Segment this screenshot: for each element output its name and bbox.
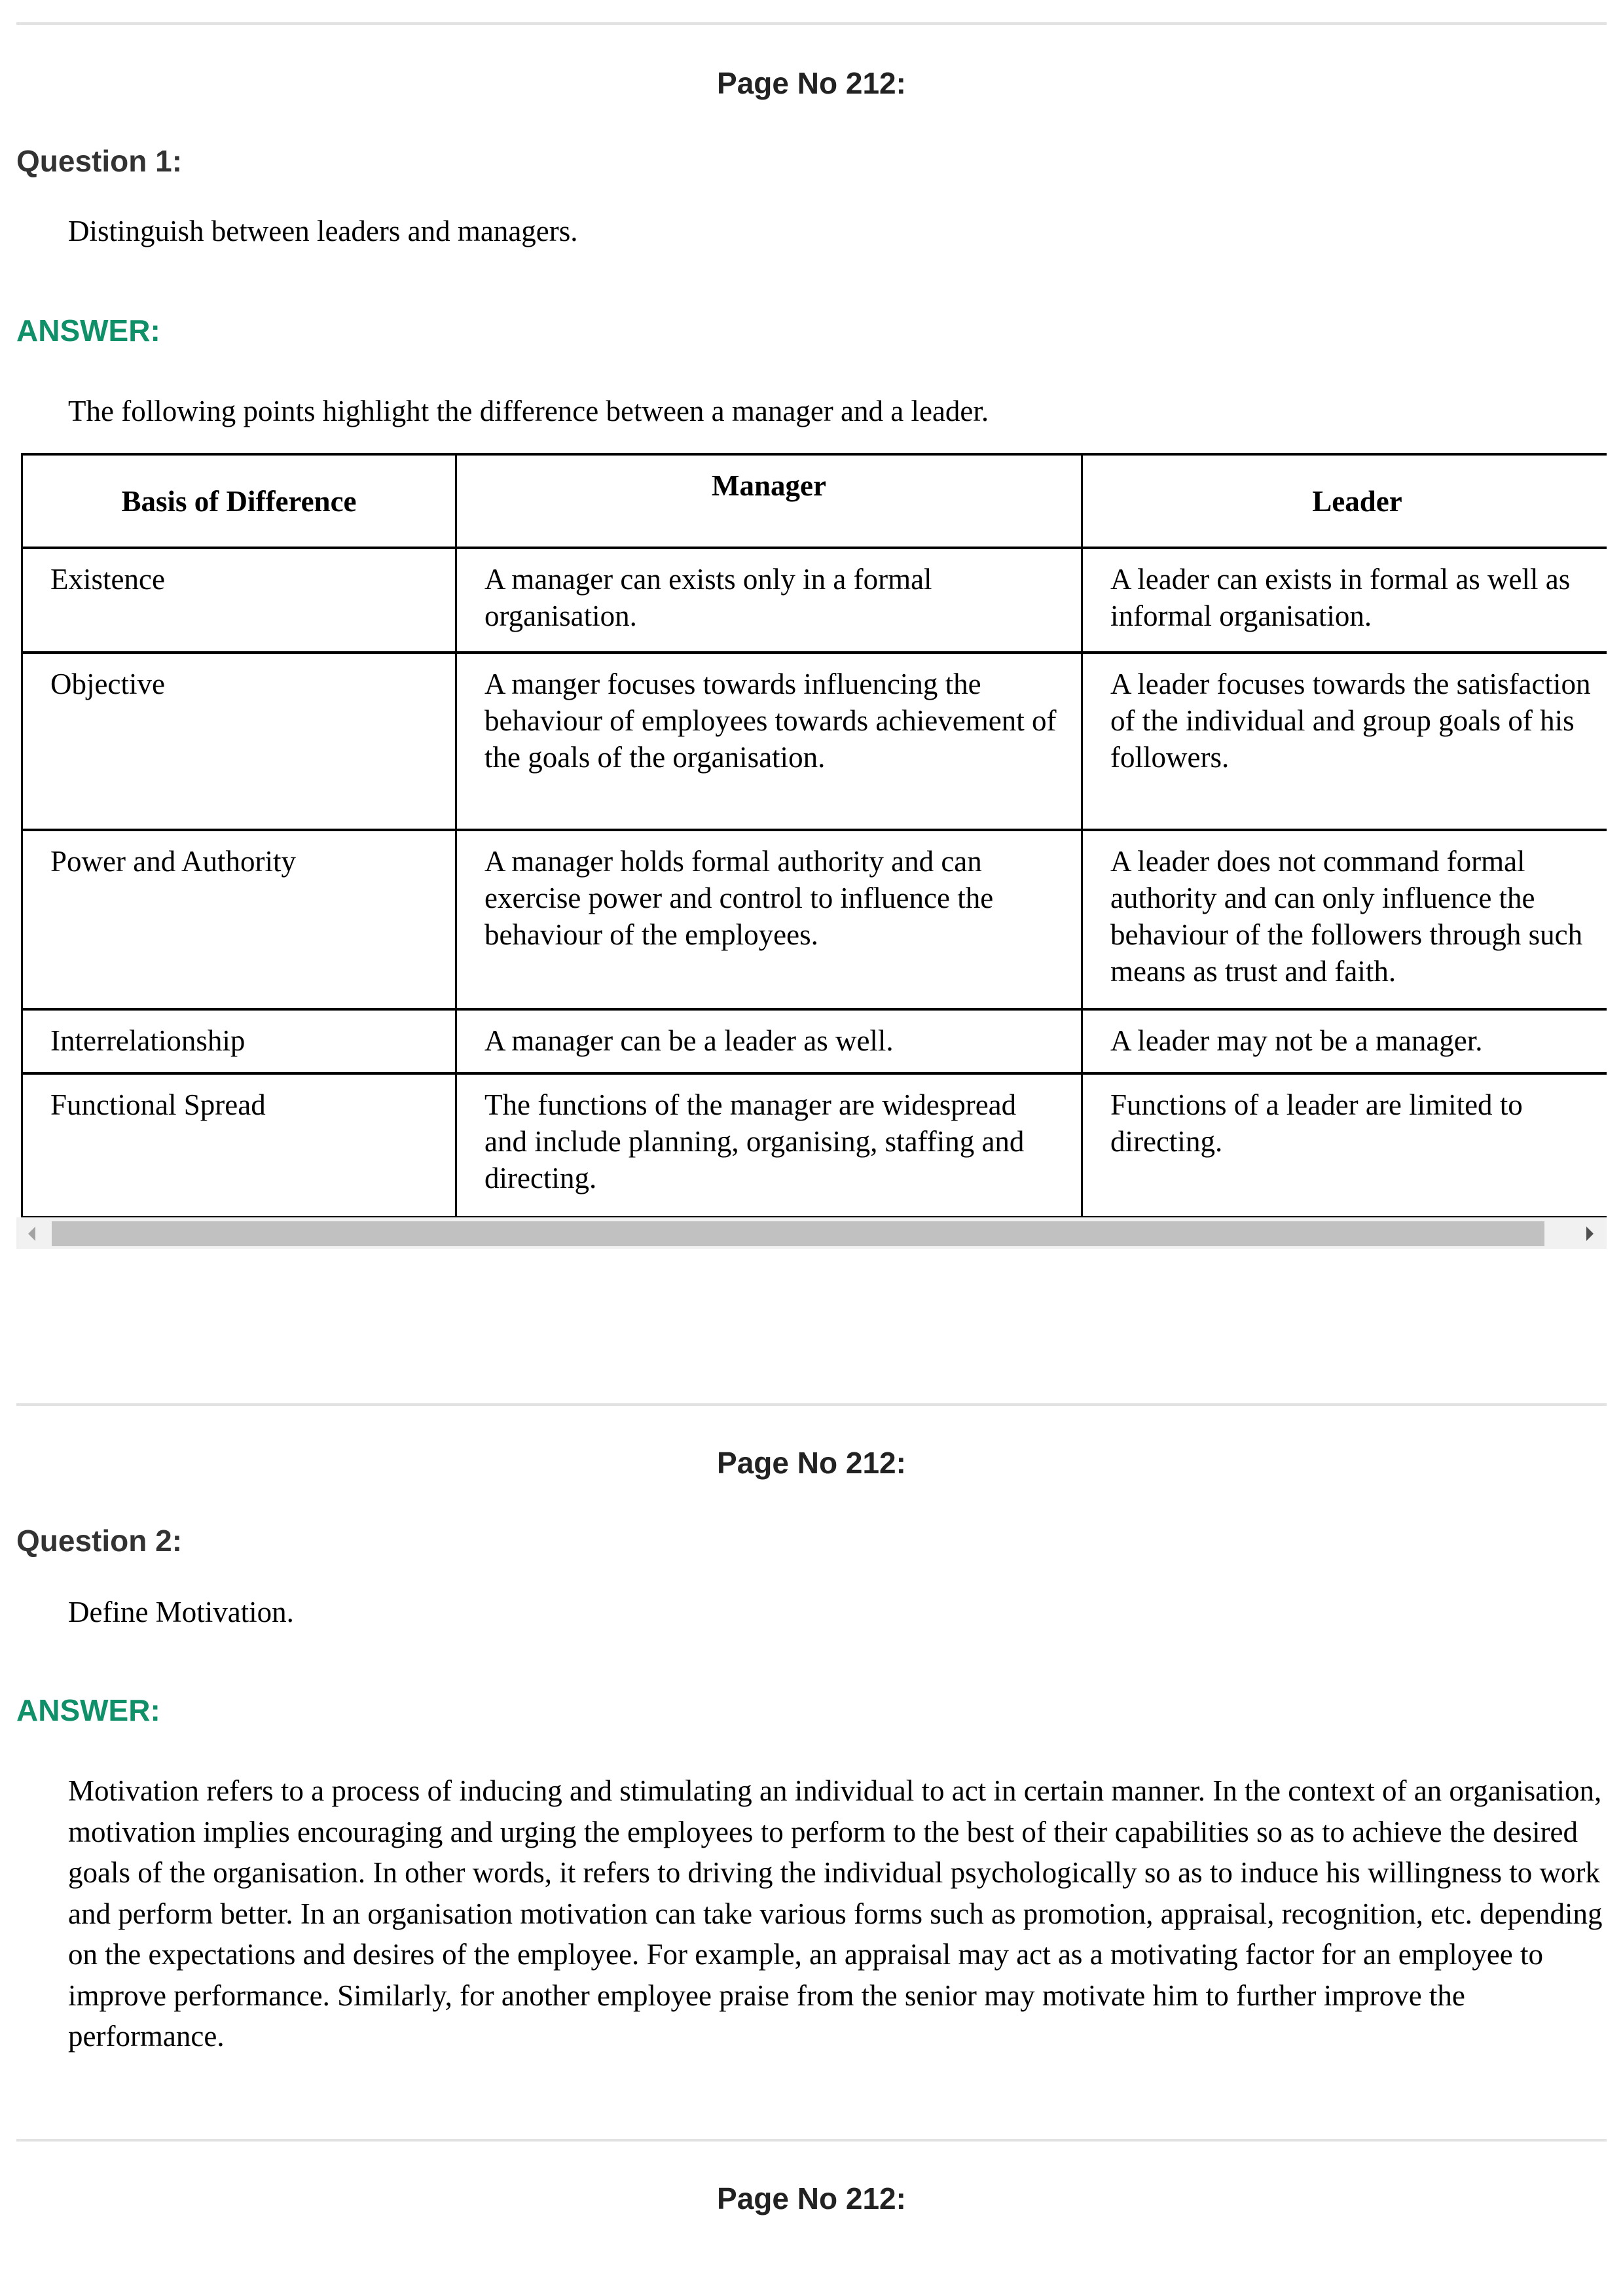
scrollbar-thumb[interactable]	[52, 1221, 1544, 1246]
cell-basis: Objective	[22, 653, 456, 830]
question-text: Define Motivation.	[68, 1596, 294, 1628]
cell-basis: Functional Spread	[22, 1073, 456, 1217]
table-row	[22, 830, 1607, 1009]
cell-leader: A leader can exists in formal as well as informal organisation.	[1082, 548, 1607, 653]
page-number-heading: Page No 212:	[717, 1446, 906, 1480]
cell-manager: A manager can be a leader as well.	[456, 1009, 1082, 1073]
cell-basis: Interrelationship	[22, 1009, 456, 1073]
table-header-row	[22, 454, 1607, 548]
cell-manager: A manger focuses towards influencing the behaviour of employees towards achievement of the goals of the organisation.	[456, 653, 1082, 830]
table-row	[22, 1009, 1607, 1073]
question-label: Question 2:	[16, 1524, 183, 1558]
table-row	[22, 1073, 1607, 1217]
cell-basis: Power and Authority	[22, 830, 456, 1009]
table-row	[22, 548, 1607, 653]
header-leader: Leader	[1082, 454, 1607, 548]
header-basis: Basis of Difference	[22, 454, 456, 548]
scroll-left-arrow-icon[interactable]	[28, 1227, 35, 1241]
page-number-heading: Page No 212:	[717, 2181, 906, 2215]
scroll-right-arrow-icon[interactable]	[1586, 1227, 1594, 1241]
difference-table	[21, 453, 1607, 1219]
cell-basis: Existence	[22, 548, 456, 653]
difference-table-scroll-container[interactable]	[21, 453, 1607, 1247]
question-text: Distinguish between leaders and managers.	[68, 215, 578, 247]
section-divider	[16, 22, 1607, 25]
answer-paragraph: Motivation refers to a process of inducing and stimulating an individual to act in certain manner. In the context of an organisation, motivation implies encouraging and urging the employees to perform to the best of their capabilities so as to achieve the desired goals of the organisation. In other words, it refers to driving the individual psychologically so as to induce his willingness to work and perform better. In an organisation motivation can take various forms such as promotion, appraisal, recognition, etc. depending on the expectations and desires of the employee. For example, an appraisal may act as a motivating factor for an employee to improve performance. Similarly, for another employee praise from the senior may motivate him to further improve the performance.	[68, 1774, 1603, 2053]
answer-intro: The following points highlight the difference between a manager and a leader.	[68, 395, 989, 427]
cell-leader: Functions of a leader are limited to directing.	[1082, 1073, 1607, 1217]
cell-manager: The functions of the manager are widespread and include planning, organising, staffing and directing.	[456, 1073, 1082, 1217]
page-number-heading: Page No 212:	[717, 66, 906, 100]
horizontal-scrollbar[interactable]	[16, 1217, 1607, 1249]
cell-manager: A manager holds formal authority and can exercise power and control to influence the behaviour of the employees.	[456, 830, 1082, 1009]
cell-leader: A leader does not command formal authority and can only influence the behaviour of the followers through such means as trust and faith.	[1082, 830, 1607, 1009]
answer-label: ANSWER:	[16, 1693, 160, 1727]
cell-leader: A leader may not be a manager.	[1082, 1009, 1607, 1073]
cell-leader: A leader focuses towards the satisfaction of the individual and group goals of his followers.	[1082, 653, 1607, 830]
cell-manager: A manager can exists only in a formal organisation.	[456, 548, 1082, 653]
section-divider	[16, 1403, 1607, 1406]
table-row	[22, 653, 1607, 830]
section-divider	[16, 2139, 1607, 2142]
question-label: Question 1:	[16, 144, 183, 178]
header-manager: Manager	[456, 454, 1082, 548]
answer-label: ANSWER:	[16, 314, 160, 348]
